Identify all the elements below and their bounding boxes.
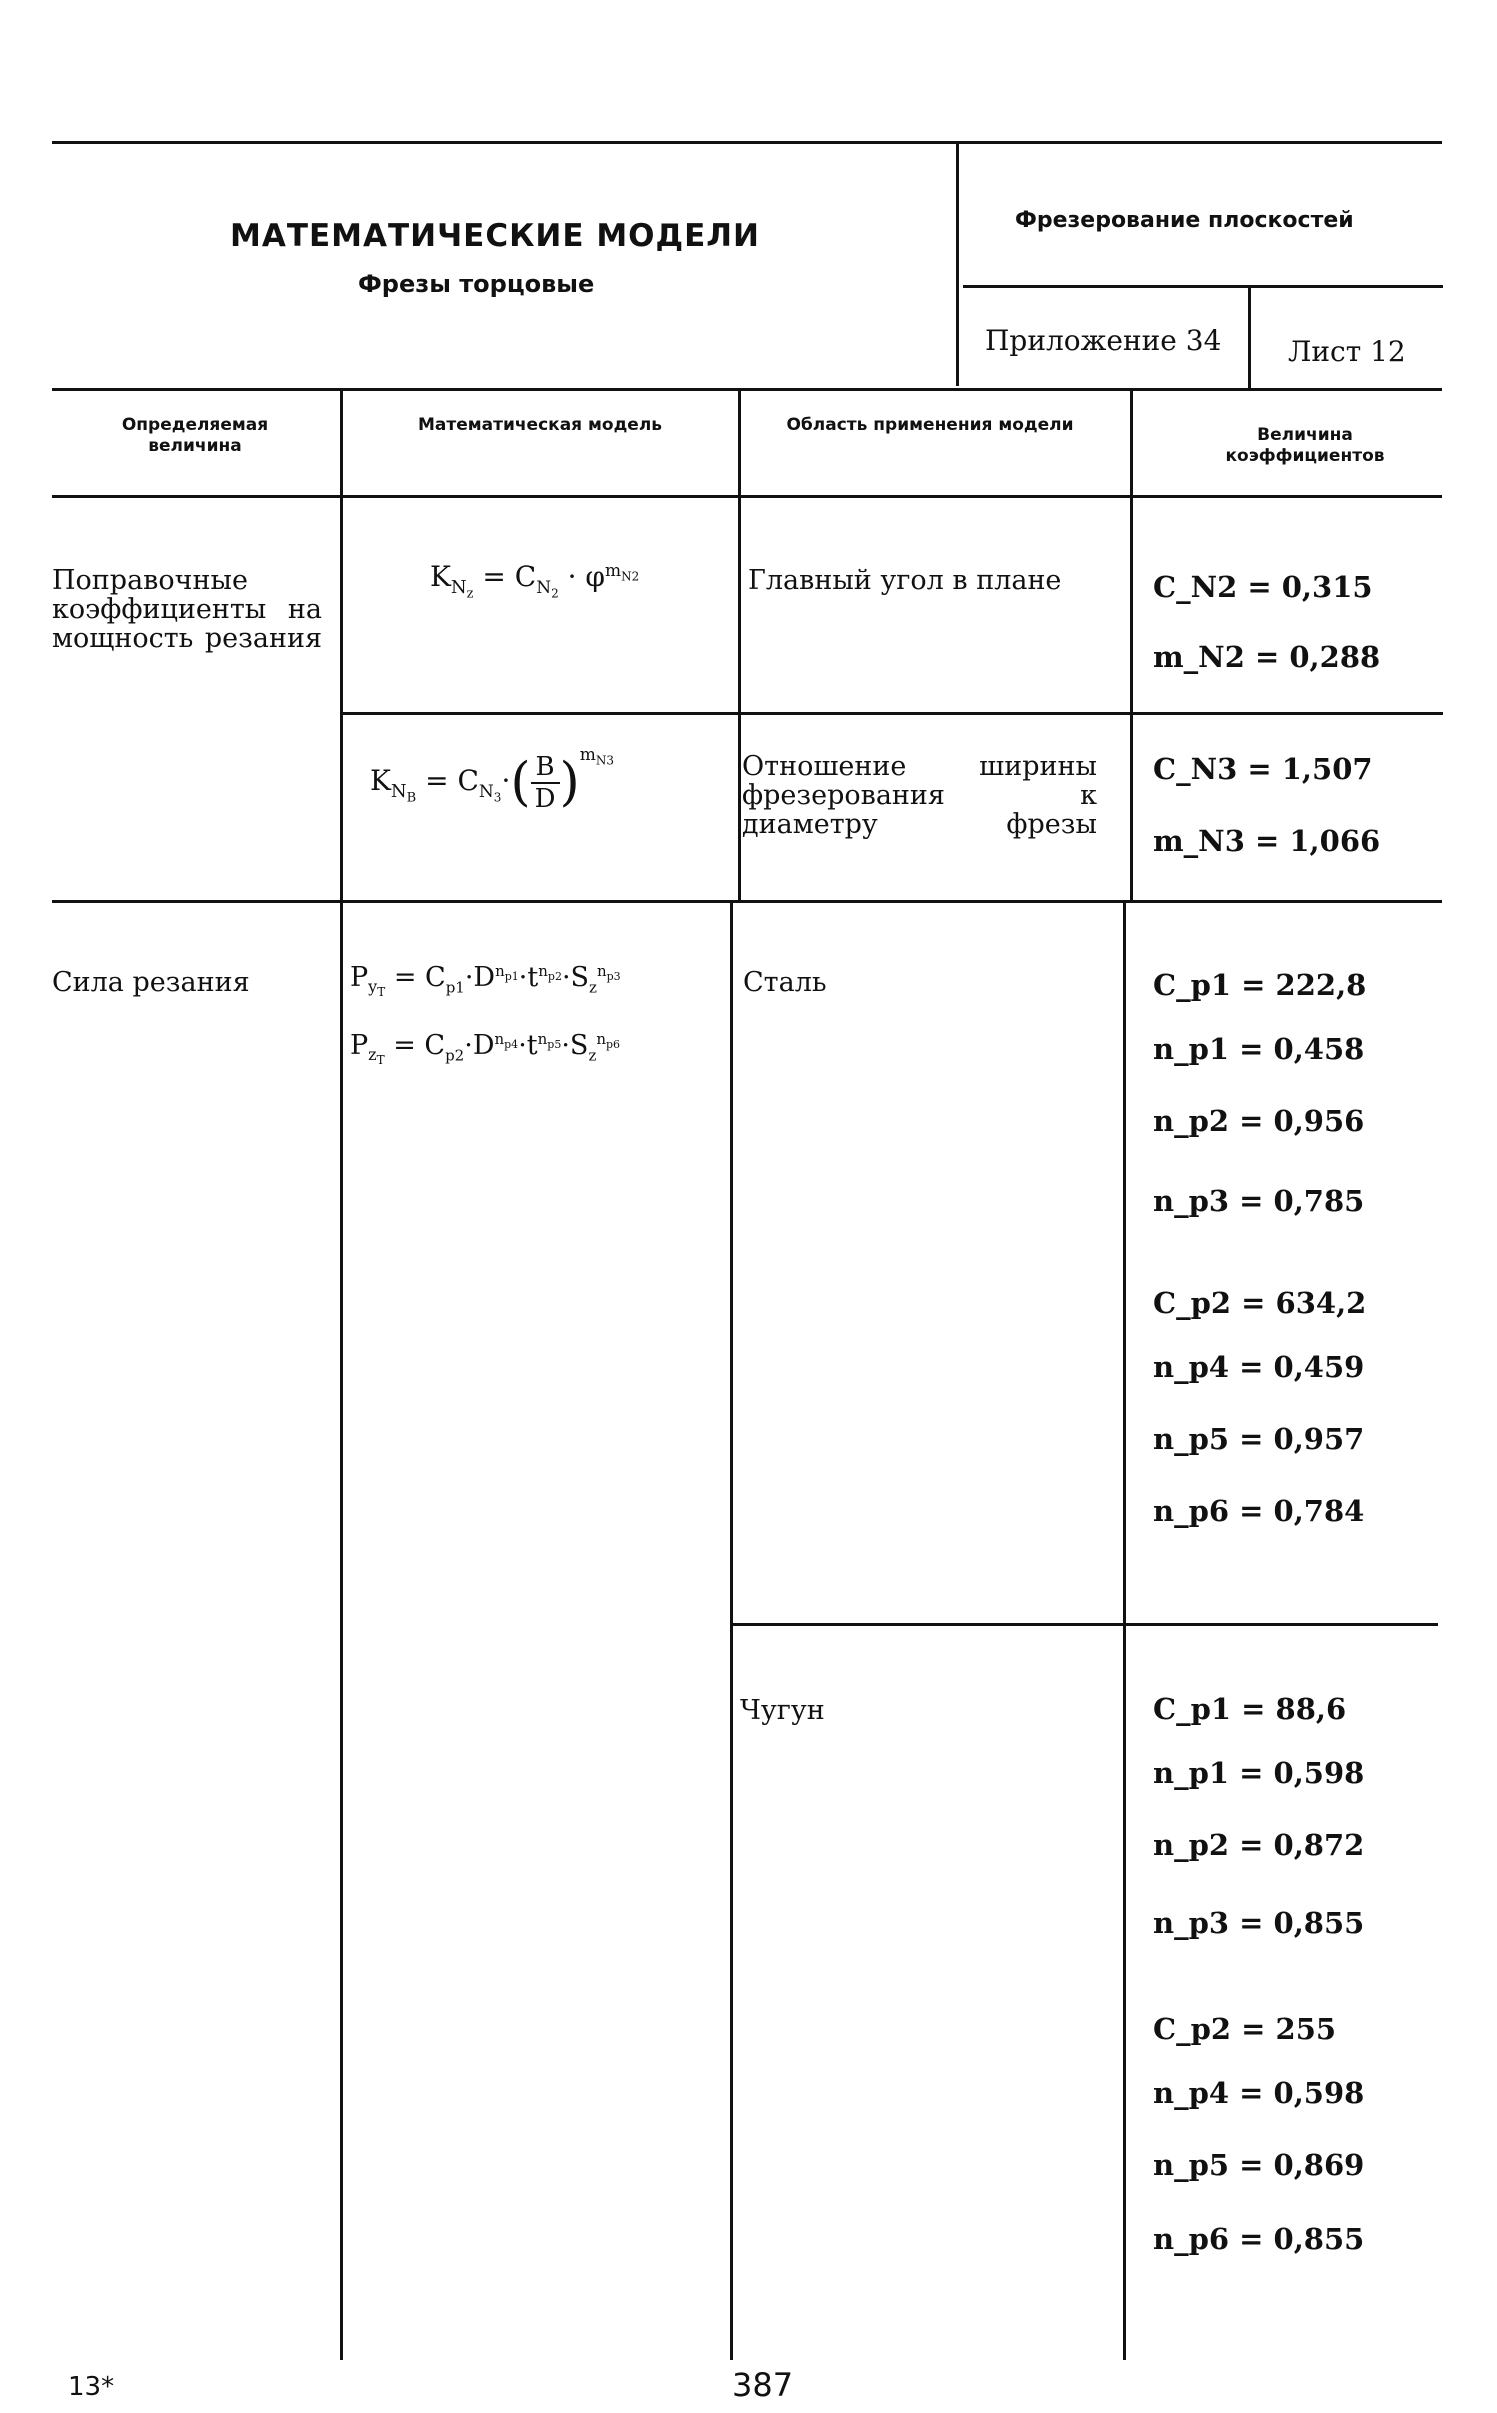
page-number: 387 xyxy=(732,2366,794,2404)
section-title: Фрезерование плоскостей xyxy=(1015,208,1354,233)
area-steel: Сталь xyxy=(743,967,827,998)
coef-steel-n-p5: n_p5 = 0,957 xyxy=(1153,1422,1365,1456)
header-divider xyxy=(956,141,959,386)
quantity-force: Сила резания xyxy=(52,967,250,998)
column-header-model: Математическая модель xyxy=(417,415,663,435)
appendix-label: Приложение 34 xyxy=(985,324,1222,357)
coef-steel-n-p3: n_p3 = 0,785 xyxy=(1153,1184,1365,1218)
area-plan-angle: Главный угол в плане xyxy=(748,565,1062,596)
col-divider-2-bottom xyxy=(730,900,733,2360)
coef-iron-n-p2: n_p2 = 0,872 xyxy=(1153,1828,1365,1862)
coef-steel-n-p2: n_p2 = 0,956 xyxy=(1153,1104,1365,1138)
sheet-label: Лист 12 xyxy=(1288,335,1406,368)
row-1-bottom-rule xyxy=(52,900,1442,903)
coef-iron-c-p2: C_p2 = 255 xyxy=(1153,2012,1337,2046)
coef-iron-n-p6: n_p6 = 0,855 xyxy=(1153,2222,1365,2256)
col-divider-3-top xyxy=(1130,390,1133,900)
coef-iron-n-p1: n_p1 = 0,598 xyxy=(1153,1756,1365,1790)
coef-steel-n-p4: n_p4 = 0,459 xyxy=(1153,1350,1365,1384)
formula-k-nb: $K_{N_B} = C_{N_3}\cdot$( B D)$^{m_{N3}}$ xyxy=(370,745,615,814)
row-1-split-rule xyxy=(343,712,1443,715)
column-header-quantity: Определяемая величина xyxy=(121,415,269,456)
column-header-coefficients: Величина коэффициентов xyxy=(1225,425,1385,466)
coef-steel-c-p1: C_p1 = 222,8 xyxy=(1153,968,1367,1002)
coef-iron-n-p5: n_p5 = 0,869 xyxy=(1153,2148,1365,2182)
coef-m-n2: m_N2 = 0,288 xyxy=(1153,640,1381,674)
coef-steel-n-p6: n_p6 = 0,784 xyxy=(1153,1494,1365,1528)
coef-c-n3: C_N3 = 1,507 xyxy=(1153,752,1373,786)
coef-iron-c-p1: C_p1 = 88,6 xyxy=(1153,1692,1347,1726)
page-subtitle: Фрезы торцовые xyxy=(358,270,595,298)
coef-c-n2: C_N2 = 0,315 xyxy=(1153,570,1373,604)
coef-iron-n-p4: n_p4 = 0,598 xyxy=(1153,2076,1365,2110)
col-divider-1 xyxy=(340,390,343,2360)
coef-steel-c-p2: C_p2 = 634,2 xyxy=(1153,1286,1367,1320)
coef-steel-n-p1: n_p1 = 0,458 xyxy=(1153,1032,1365,1066)
coef-m-n3: m_N3 = 1,066 xyxy=(1153,824,1381,858)
header-mid-rule xyxy=(963,285,1443,288)
formula-p-yt: $P_{y_T} = C_{p1}\cdot D^{n_{p1}}\cdot t^{n_{p2}}\cdot S_z^{n_{p3}}$ xyxy=(350,962,621,1000)
formula-k-nz: $K_{N_z} = C_{N_2} \cdot \varphi^{m_{N2}}$ xyxy=(430,560,640,602)
top-rule xyxy=(52,141,1442,144)
column-header-bottom-rule xyxy=(52,495,1442,498)
formula-p-zt: $P_{z_T} = C_{p2}\cdot D^{n_{p4}}\cdot t^{n_{p5}}\cdot S_z^{n_{p6}}$ xyxy=(350,1030,621,1068)
quantity-power: Поправочные коэффициенты на мощность резания xyxy=(52,565,322,654)
col-divider-3-bottom xyxy=(1123,900,1126,2360)
area-iron: Чугун xyxy=(740,1695,825,1726)
coef-iron-n-p3: n_p3 = 0,855 xyxy=(1153,1906,1365,1940)
column-header-area: Область применения модели xyxy=(786,415,1074,435)
table-top-rule xyxy=(52,388,1442,391)
col-divider-2-top xyxy=(738,390,741,900)
page-title: МАТЕМАТИЧЕСКИЕ МОДЕЛИ xyxy=(230,218,761,254)
signature-mark: 13* xyxy=(68,2372,115,2402)
sheet-divider xyxy=(1248,288,1251,388)
steel-iron-split-rule xyxy=(733,1623,1438,1626)
area-width-ratio: Отношение ширины фрезерования к диаметру фрезы xyxy=(742,751,1097,840)
